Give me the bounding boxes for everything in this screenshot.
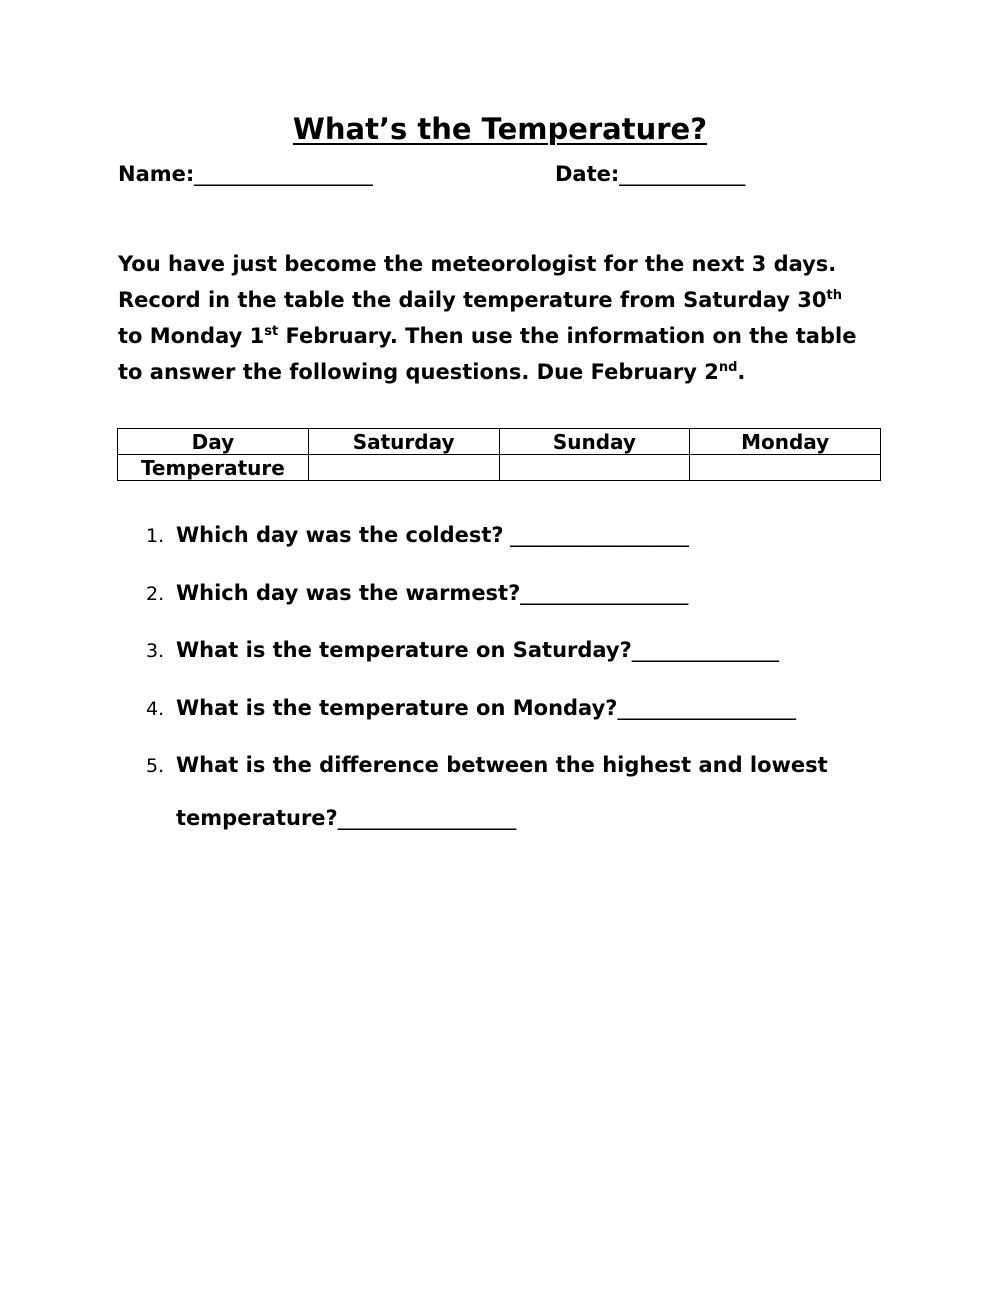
answer-blank-4[interactable]: _________________ bbox=[617, 695, 796, 720]
temperature-table bbox=[117, 428, 881, 481]
name-line[interactable]: _________________ bbox=[194, 162, 373, 186]
header-day: Day bbox=[118, 429, 309, 455]
question-list bbox=[146, 516, 966, 837]
question-5: 5. What is the difference between the highest and lowest temperature?_________________ bbox=[146, 753, 828, 830]
worksheet-title: What’s the Temperature? bbox=[292, 112, 708, 146]
date-line[interactable]: ____________ bbox=[619, 162, 746, 186]
answer-blank-2[interactable]: ________________ bbox=[520, 580, 689, 605]
cell-sunday-temperature[interactable] bbox=[499, 455, 690, 481]
table-row-temperature bbox=[118, 455, 881, 481]
question-2: 2. Which day was the warmest?________________ bbox=[146, 580, 689, 605]
question-3: 3. What is the temperature on Saturday?______________ bbox=[146, 638, 779, 662]
date-field[interactable] bbox=[555, 162, 745, 186]
intro-line-1: You have just become the meteorologist for the next 3 days. bbox=[118, 252, 837, 276]
table-header-row bbox=[118, 429, 881, 455]
cell-saturday-temperature[interactable] bbox=[308, 455, 499, 481]
header-saturday: Saturday bbox=[308, 429, 499, 455]
header-monday: Monday bbox=[690, 429, 881, 455]
answer-blank-3[interactable]: ______________ bbox=[631, 638, 779, 662]
intro-line-3: to Monday 1st February. Then use the information on the table bbox=[118, 324, 857, 348]
cell-monday-temperature[interactable] bbox=[690, 455, 881, 481]
name-field[interactable] bbox=[118, 162, 373, 186]
date-label: Date: bbox=[555, 162, 620, 186]
intro-line-4: to answer the following questions. Due February 2nd. bbox=[118, 360, 746, 384]
name-label: Name: bbox=[118, 162, 195, 186]
row-label-temperature: Temperature bbox=[118, 455, 309, 481]
answer-blank-5[interactable]: _________________ bbox=[337, 806, 517, 830]
question-1: 1. Which day was the coldest? _________________ bbox=[146, 523, 689, 547]
answer-blank-1[interactable]: _________________ bbox=[503, 523, 689, 547]
header-sunday: Sunday bbox=[499, 429, 690, 455]
instructions bbox=[118, 248, 898, 388]
intro-line-2: Record in the table the daily temperature from Saturday 30th bbox=[118, 288, 843, 312]
question-4: 4. What is the temperature on Monday?_________________ bbox=[146, 695, 796, 720]
